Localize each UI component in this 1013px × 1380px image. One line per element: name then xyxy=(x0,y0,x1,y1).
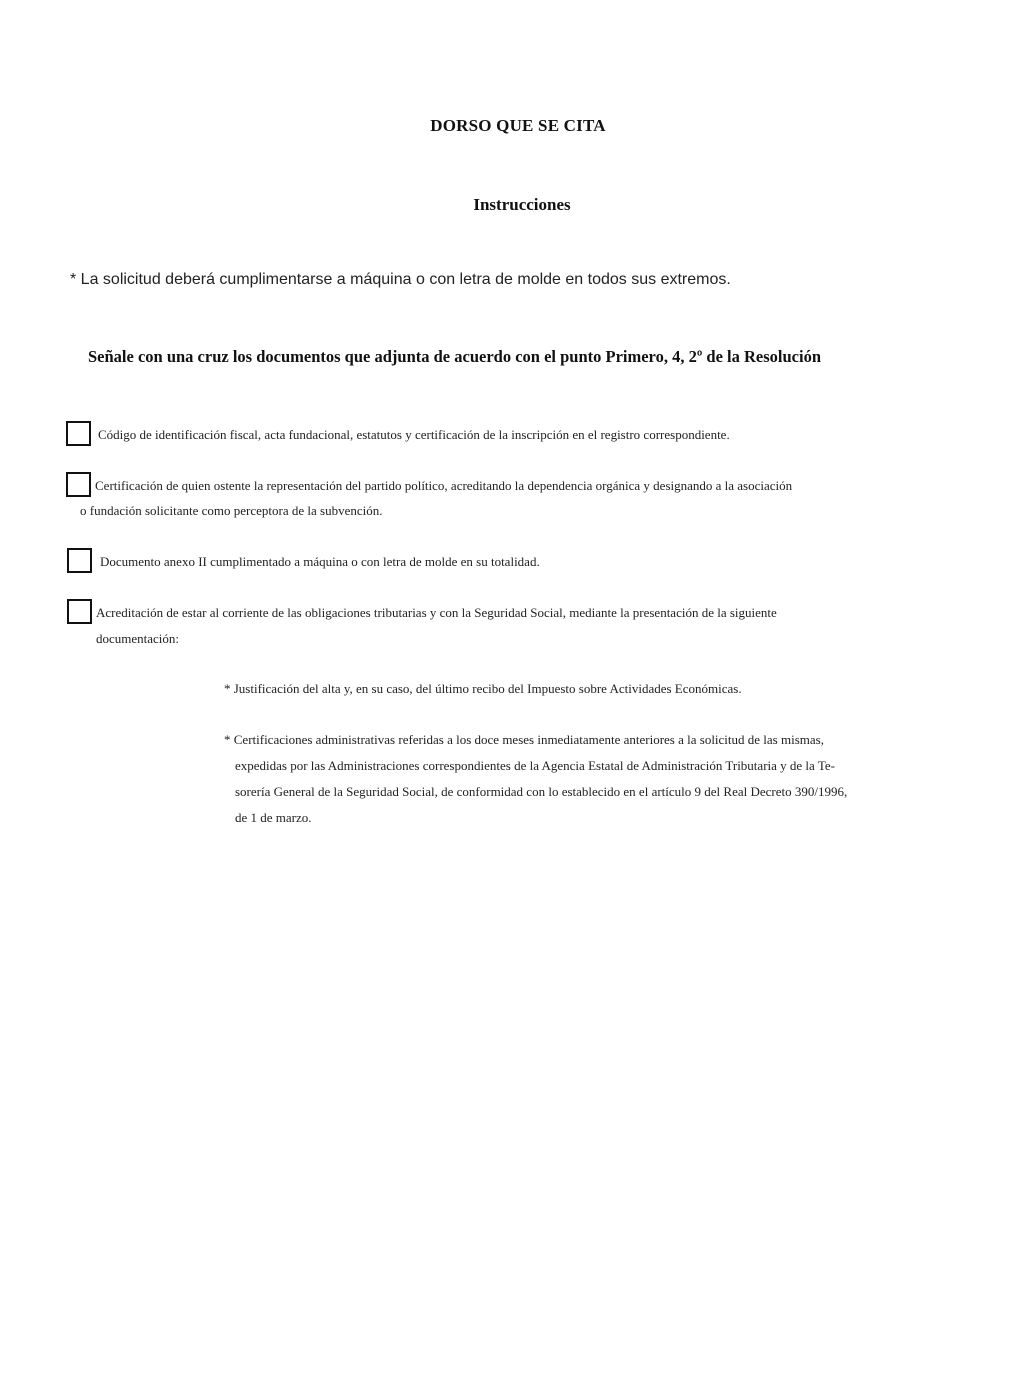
intro-text: * La solicitud deberá cumplimentarse a máquina o con letra de molde en todos sus extremos. xyxy=(70,271,731,288)
checkbox-certificacion-representacion[interactable] xyxy=(66,472,91,497)
item-certificacion-line-1: Certificación de quien ostente la representación del partido político, acreditando la dependencia orgánica y designando a la asociación xyxy=(95,478,793,493)
subitem-certificaciones-line-4: de 1 de marzo. xyxy=(235,810,312,825)
item-cif-text: Código de identificación fiscal, acta fundacional, estatutos y certificación de la inscripción en el registro correspondiente. xyxy=(98,427,730,442)
item-acreditacion-line-1: Acreditación de estar al corriente de las obligaciones tributarias y con la Seguridad Social, mediante la presentación de la siguiente xyxy=(96,605,777,620)
checkbox-acreditacion[interactable] xyxy=(67,599,92,624)
item-acreditacion-line-2: documentación: xyxy=(96,631,180,646)
subitem-certificaciones-line-3: sorería General de la Seguridad Social, de conformidad con lo establecido en el artículo 9 del Real Decreto 390/1996, xyxy=(235,784,848,799)
subitem-justificacion: * Justificación del alta y, en su caso, del último recibo del Impuesto sobre Actividades Económicas. xyxy=(224,681,742,696)
item-anexo-ii-text: Documento anexo II cumplimentado a máquina o con letra de molde en su totalidad. xyxy=(100,554,540,569)
checkbox-cif[interactable] xyxy=(66,421,91,446)
section-heading: Señale con una cruz los documentos que adjunta de acuerdo con el punto Primero, 4, 2º de la Resolución xyxy=(88,347,821,366)
subitem-certificaciones-line-1: * Certificaciones administrativas referidas a los doce meses inmediatamente anteriores a la solicitud de las mismas, xyxy=(224,732,824,747)
document-title: DORSO QUE SE CITA xyxy=(430,116,606,135)
document-subtitle: Instrucciones xyxy=(473,195,571,214)
item-certificacion-line-2: o fundación solicitante como perceptora de la subvención. xyxy=(80,503,383,518)
checkbox-anexo-ii[interactable] xyxy=(67,548,92,573)
subitem-certificaciones-line-2: expedidas por las Administraciones correspondientes de la Agencia Estatal de Administración Tributaria y de la Te- xyxy=(235,758,835,773)
